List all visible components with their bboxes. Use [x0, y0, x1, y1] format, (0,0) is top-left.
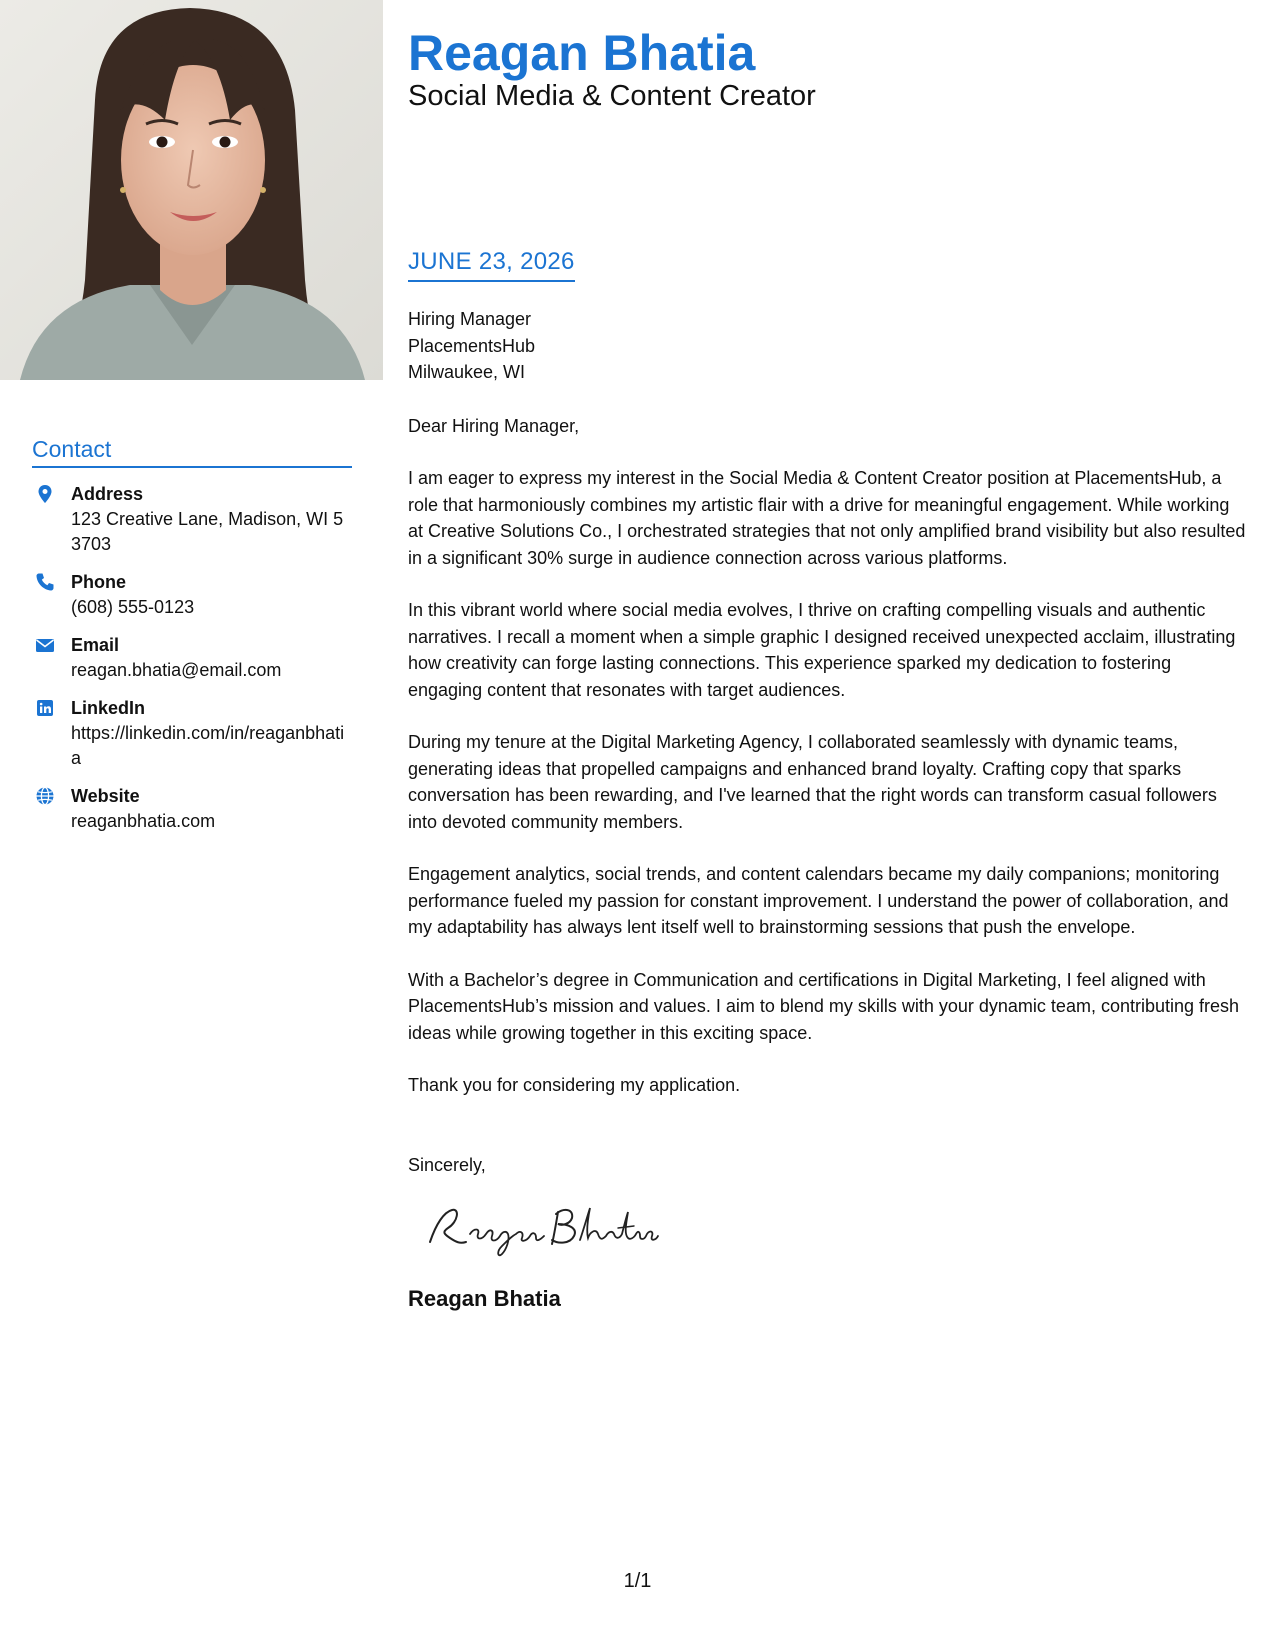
- recipient-company: PlacementsHub: [408, 335, 536, 356]
- signer-name: Reagan Bhatia: [408, 1285, 561, 1311]
- website-label: Website: [71, 786, 140, 806]
- address-label: Address: [71, 484, 144, 504]
- letter-header: [408, 22, 1238, 114]
- paragraph: Engagement analytics, social trends, and content calendars became my daily companions; monitoring performance fueled my passion for constant improvement. I understand the power of collaboration, and my adaptability has always lent itself well to brainstorming sessions that push the envelope.: [408, 864, 1229, 937]
- applicant-role: Social Media & Content Creator: [408, 80, 816, 112]
- recipient-location: Milwaukee, WI: [408, 362, 526, 382]
- letter-body: [408, 306, 1248, 1312]
- page-number: 1/1: [623, 1570, 652, 1592]
- globe-icon: [35, 786, 55, 806]
- email-value[interactable]: reagan.bhatia@email.com: [71, 660, 282, 680]
- email-icon: [35, 635, 55, 655]
- contact-heading: Contact: [32, 436, 352, 468]
- location-pin-icon: [35, 484, 55, 504]
- letter-date: JUNE 23, 2026: [408, 248, 575, 282]
- phone-label: Phone: [71, 572, 127, 592]
- recipient-block: [408, 306, 1248, 386]
- sidebar: [32, 436, 352, 847]
- applicant-name: Reagan Bhatia: [408, 25, 756, 81]
- contact-item-address: [32, 482, 352, 557]
- phone-icon: [35, 572, 55, 592]
- contact-item-linkedin: [32, 696, 352, 771]
- paragraph: In this vibrant world where social media evolves, I thrive on crafting compelling visuals and authentic narratives. I recall a moment when a simple graphic I designed received unexpected acclaim, illustrating how creativity can forge lasting connections. This experience sparked my dedication to fostering engaging content that resonates with target audiences.: [408, 600, 1236, 700]
- profile-photo: [0, 0, 383, 380]
- address-value: 123 Creative Lane, Madison, WI 53703: [71, 509, 344, 554]
- paragraph: With a Bachelor’s degree in Communication and certifications in Digital Marketing, I feel aligned with PlacementsHub’s mission and values. I aim to blend my skills with your dynamic team, contributing fresh ideas while growing together in this exciting space.: [408, 969, 1240, 1043]
- email-label: Email: [71, 635, 120, 655]
- linkedin-icon: [35, 698, 55, 718]
- paragraph: During my tenure at the Digital Marketing Agency, I collaborated seamlessly with dynamic teams, generating ideas that propelled campaigns and enhanced brand loyalty. Crafting copy that sparks conversation has been rewarding, and I've learned that the right words can transform casual followers into devoted community members.: [408, 732, 1217, 832]
- linkedin-label: LinkedIn: [71, 698, 146, 718]
- handwritten-signature: [422, 1194, 662, 1264]
- closing: Sincerely,: [408, 1154, 486, 1175]
- recipient-title: Hiring Manager: [408, 309, 532, 329]
- salutation: Dear Hiring Manager,: [408, 415, 580, 436]
- contact-item-website: [32, 784, 352, 834]
- linkedin-value[interactable]: https://linkedin.com/in/reaganbhatia: [71, 723, 345, 768]
- paragraph: I am eager to express my interest in the Social Media & Content Creator position at PlacementsHub, a role that harmoniously combines my artistic flair with a drive for meaningful engagement. While working at Creative Solutions Co., I orchestrated strategies that not only amplified brand visibility but also resulted in a significant 30% surge in audience connection across various platforms.: [408, 468, 1246, 568]
- phone-value: (608) 555-0123: [71, 597, 195, 617]
- paragraph: Thank you for considering my application.: [408, 1075, 741, 1095]
- contact-item-email: [32, 633, 352, 683]
- website-value[interactable]: reaganbhatia.com: [71, 811, 216, 831]
- contact-item-phone: [32, 570, 352, 620]
